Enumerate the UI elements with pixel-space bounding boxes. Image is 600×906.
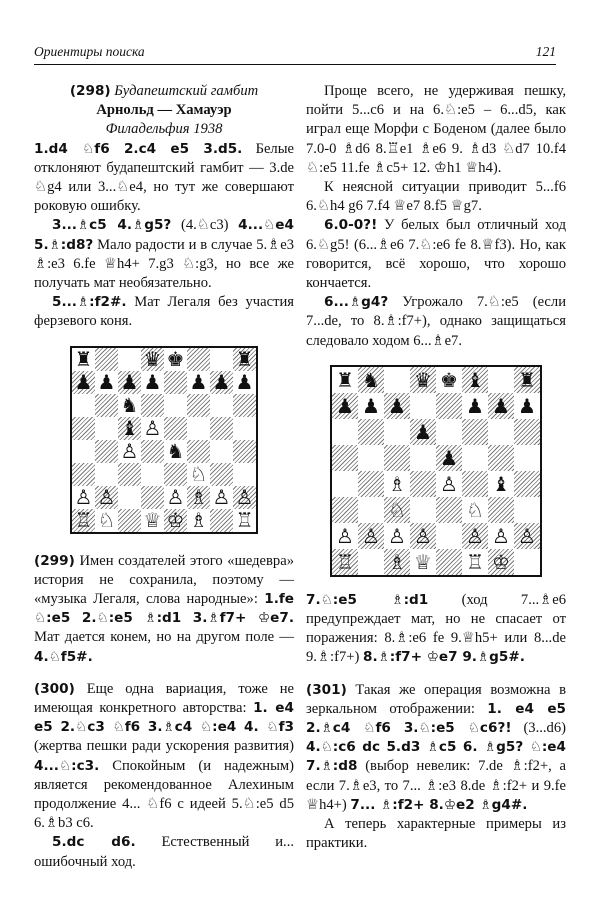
board-square [462,393,488,419]
board-square [210,348,233,371]
board-square [384,549,410,575]
board-square [514,497,540,523]
board-square [410,393,436,419]
board-square [233,463,256,486]
board-square [118,371,141,394]
board-square [72,440,95,463]
board-square [141,417,164,440]
board-square [358,471,384,497]
board-square [187,371,210,394]
chess-piece-icon: ♙ [388,523,406,548]
board-square [141,440,164,463]
board-square [210,463,233,486]
paragraph-298-b: 3...♗c5 4.♗g5? (4.♘c3) 4...♘e4 5.♗:d8? Мало радости и в случае 5.♗e3 ♗:e3 6.fe ♕h4+ 7.g3 ♘:g3, но все же получать мат необязательно. [34,217,294,292]
board-square [332,471,358,497]
chess-piece-icon: ♔ [166,508,185,532]
chess-piece-icon: ♙ [414,523,432,548]
chess-piece-icon: ♟ [466,393,484,418]
board-square [462,367,488,393]
board-square [332,367,358,393]
event-place: Филадельфия 1938 [105,121,223,138]
board-square [488,471,514,497]
paragraph-300: (300) Еще одна вариация, тоже не имеющая конкретного авторства: 1. e4 e5 2.♘c3 ♘f6 3.♗c4 ♘:e4 4. ♘f3 (жертва пешки ради ускорения развития) 4...♘:c3. Спокойным (и надежным) является рекомендованное Алехиным продолжение 4... ♘f6 с идеей 5.♘:e5 d5 6.♗b3 c6. [34,680,294,832]
board-square [187,486,210,509]
board-square [118,348,141,371]
board-square [436,393,462,419]
chess-piece-icon: ♙ [362,523,380,548]
problem-298-heading: (298) Будапештский гамбит [69,83,259,99]
board-square [95,371,118,394]
board-square [210,394,233,417]
board-square [514,445,540,471]
chess-piece-icon: ♟ [212,370,231,394]
board-square [118,440,141,463]
paragraph-301: (301) Такая же операция возможна в зеркальном отображении: 1. e4 e5 2.♗c4 ♘f6 3.♘:e5 ♘c6?! (3...d6) 4.♘:c6 dc 5.d3 ♗c5 6. ♗g5? ♘:e4 7.♗:d8 (выбор невелик: 7.de ♗:f2+, а если 7.♗e3, то 7... ♗:e3 8.de ♗:f2+ и 9.fe ♕h4+) 7... ♗:f2+ 8.♔e2 ♗g4#. [306,681,566,813]
board-square [358,523,384,549]
paragraph-299: (299) Имен создателей этого «шедевра» история не сохранила, поэтому — «музыка Легаля, слова народные»: 1.fe ♘:e5 2.♘:e5 ♗:d1 3.♗f7+ ♔e7. Мат дается конем, но на другом поле — 4.♘f5#. [34,552,294,665]
board-square [164,486,187,509]
chess-piece-icon: ♔ [492,549,510,574]
board-square [514,523,540,549]
chess-piece-icon: ♙ [97,485,116,509]
chess-piece-icon: ♟ [440,445,458,470]
board-square [410,419,436,445]
board-square [187,463,210,486]
chess-piece-icon: ♙ [235,485,254,509]
board-square [164,417,187,440]
chess-piece-icon: ♙ [440,471,458,496]
board-square [436,419,462,445]
chess-piece-icon: ♝ [492,471,510,496]
board-square [187,417,210,440]
left-column [34,82,294,872]
board-square [118,509,141,532]
board-square [118,463,141,486]
board-square [488,523,514,549]
board-square [436,497,462,523]
board-square [95,463,118,486]
chess-piece-icon: ♞ [166,439,185,463]
board-square [384,471,410,497]
board-square [210,509,233,532]
board-square [488,497,514,523]
chess-piece-icon: ♙ [166,485,185,509]
board-square [332,523,358,549]
chess-piece-icon: ♟ [518,393,536,418]
chess-piece-icon: ♙ [336,523,354,548]
board-square [95,509,118,532]
chess-piece-icon: ♞ [362,367,380,392]
board-square [436,523,462,549]
board-square [514,549,540,575]
board-square [514,367,540,393]
board-square [233,417,256,440]
chess-diagram-2 [330,365,542,577]
board-square [436,549,462,575]
board-square [462,549,488,575]
board-square [410,445,436,471]
board-square [384,445,410,471]
board-square [384,523,410,549]
board-square [436,367,462,393]
board-square [462,471,488,497]
paragraph-r5: 7.♘:e5 ♗:d1 (ход 7...♗e6 предупреждает мат, но не спасает от поражения: 8.♗:e6 fe 9.♕h5+ или 8...de 9.♗:f7+) 8.♗:f7+ ♔e7 9.♗g5#. [306,591,566,666]
board-square [358,549,384,575]
chess-piece-icon: ♟ [120,370,139,394]
chess-piece-icon: ♖ [466,549,484,574]
board-square [358,419,384,445]
board-square [358,393,384,419]
board-square [72,348,95,371]
board-square [118,486,141,509]
chess-piece-icon: ♟ [388,393,406,418]
board-square [72,486,95,509]
board-square [164,348,187,371]
board-square [462,497,488,523]
paragraph-r2: К неясной ситуации приводит 5...f6 6.♘h4 g6 7.f4 ♕e7 8.f5 ♕g7. [306,179,566,215]
board-square [488,445,514,471]
board-square [514,393,540,419]
board-square [488,419,514,445]
right-column [306,82,566,853]
chess-piece-icon: ♙ [518,523,536,548]
board-square [72,509,95,532]
paragraph-r1: Проще всего, не удерживая пешку, пойти 5...c6 и на 6.♘:e5 – 6...d5, как играл еще Морфи с Боденом (далее было 7.0-0 ♗d6 8.♖e1 ♗e6 9. ♗d3 ♘d7 10.f4 ♘:e5 11.fe ♗c5+ 12. ♔h1 ♕h4). [306,83,566,176]
paragraph-r4: 6...♗g4? Угрожало 7.♘:e5 (если 7...de, то 8.♗:f7+), однако защищаться следовало ходом 6...♗e7. [306,294,566,349]
board-square [164,509,187,532]
chess-piece-icon: ♙ [212,485,231,509]
board-square [233,509,256,532]
chess-piece-icon: ♟ [336,393,354,418]
board-square [436,471,462,497]
board-square [410,497,436,523]
board-square [384,393,410,419]
paragraph-r6: А теперь характерные примеры из практики. [306,816,566,852]
chess-piece-icon: ♟ [74,370,93,394]
board-square [384,367,410,393]
page-number: 121 [535,44,556,59]
board-square [210,417,233,440]
board-square [488,393,514,419]
board-square [410,523,436,549]
chess-piece-icon: ♗ [189,508,208,532]
chess-piece-icon: ♟ [189,370,208,394]
board-square [233,486,256,509]
chess-piece-icon: ♖ [235,508,254,532]
board-square [141,371,164,394]
chess-piece-icon: ♚ [166,347,185,371]
board-square [358,367,384,393]
chess-diagram-1 [70,346,258,534]
chess-piece-icon: ♜ [518,367,536,392]
board-square [164,463,187,486]
chess-piece-icon: ♘ [466,497,484,522]
chess-piece-icon: ♕ [143,508,162,532]
paragraph-298-a: 1.d4 ♘f6 2.c4 e5 3.d5. Белые отклоняют будапештский гамбит — 3.de ♘g4 или 3...♘e4, но тут же совершают роковую ошибку. [34,140,294,215]
board-square [410,471,436,497]
board-square [141,348,164,371]
chess-piece-icon: ♙ [143,416,162,440]
board-square [332,393,358,419]
board-square [72,417,95,440]
chess-piece-icon: ♟ [143,370,162,394]
board-square [332,497,358,523]
chess-piece-icon: ♘ [97,508,116,532]
board-square [95,440,118,463]
board-square [410,549,436,575]
chess-piece-icon: ♟ [97,370,116,394]
board-square [358,497,384,523]
board-square [514,419,540,445]
board-square [187,394,210,417]
board-square [164,394,187,417]
board-square [187,509,210,532]
board-square [187,440,210,463]
board-square [164,371,187,394]
chess-piece-icon: ♙ [120,439,139,463]
board-square [233,348,256,371]
chess-piece-icon: ♛ [414,367,432,392]
chess-piece-icon: ♖ [336,549,354,574]
chess-piece-icon: ♙ [492,523,510,548]
chess-piece-icon: ♘ [388,497,406,522]
chess-piece-icon: ♗ [189,485,208,509]
board-square [332,549,358,575]
chess-piece-icon: ♚ [440,367,458,392]
chess-piece-icon: ♟ [492,393,510,418]
header-rule [34,64,556,65]
board-square [332,445,358,471]
board-square [72,394,95,417]
chess-piece-icon: ♕ [414,549,432,574]
chess-piece-icon: ♟ [362,393,380,418]
chess-piece-icon: ♝ [120,416,139,440]
chess-piece-icon: ♜ [74,347,93,371]
board-square [72,371,95,394]
board-square [410,367,436,393]
board-square [488,549,514,575]
chess-piece-icon: ♛ [143,347,162,371]
chess-piece-icon: ♗ [388,471,406,496]
board-square [233,371,256,394]
board-square [514,471,540,497]
board-square [141,509,164,532]
board-square [72,463,95,486]
board-square [95,394,118,417]
board-square [141,463,164,486]
chess-piece-icon: ♞ [120,393,139,417]
chess-piece-icon: ♜ [336,367,354,392]
chess-piece-icon: ♟ [414,419,432,444]
paragraph-300-b: 5.dc d6. Естественный и... ошибочный ход. [34,834,294,870]
paragraph-r3: 6.0-0?! У белых был отличный ход 6.♘g5! (6...♗e6 7.♘:e6 fe 8.♕f3). Но, как говорится, всё хорошо, что хорошо кончается. [306,217,566,292]
running-header [34,44,556,66]
board-square [233,440,256,463]
board-square [384,497,410,523]
board-square [462,445,488,471]
paragraph-298-c: 5...♗:f2#. Мат Легаля без участия ферзевого коня. [34,294,294,330]
board-square [164,440,187,463]
board-square [358,445,384,471]
players: Арнольд — Хамауэр [96,102,232,119]
board-square [95,486,118,509]
board-square [187,348,210,371]
board-square [210,371,233,394]
chess-piece-icon: ♗ [388,549,406,574]
chess-piece-icon: ♟ [235,370,254,394]
board-square [462,419,488,445]
chess-piece-icon: ♜ [235,347,254,371]
chess-piece-icon: ♝ [466,367,484,392]
board-square [210,486,233,509]
board-square [118,394,141,417]
board-square [118,417,141,440]
board-square [488,367,514,393]
board-square [233,394,256,417]
board-square [436,445,462,471]
chess-piece-icon: ♖ [74,508,93,532]
board-square [141,486,164,509]
chess-piece-icon: ♙ [74,485,93,509]
board-square [384,419,410,445]
board-square [462,523,488,549]
board-square [332,419,358,445]
chess-piece-icon: ♘ [189,462,208,486]
section-title: Ориентиры поиска [34,44,145,59]
chess-piece-icon: ♙ [466,523,484,548]
board-square [95,348,118,371]
board-square [141,394,164,417]
board-square [210,440,233,463]
board-square [95,417,118,440]
